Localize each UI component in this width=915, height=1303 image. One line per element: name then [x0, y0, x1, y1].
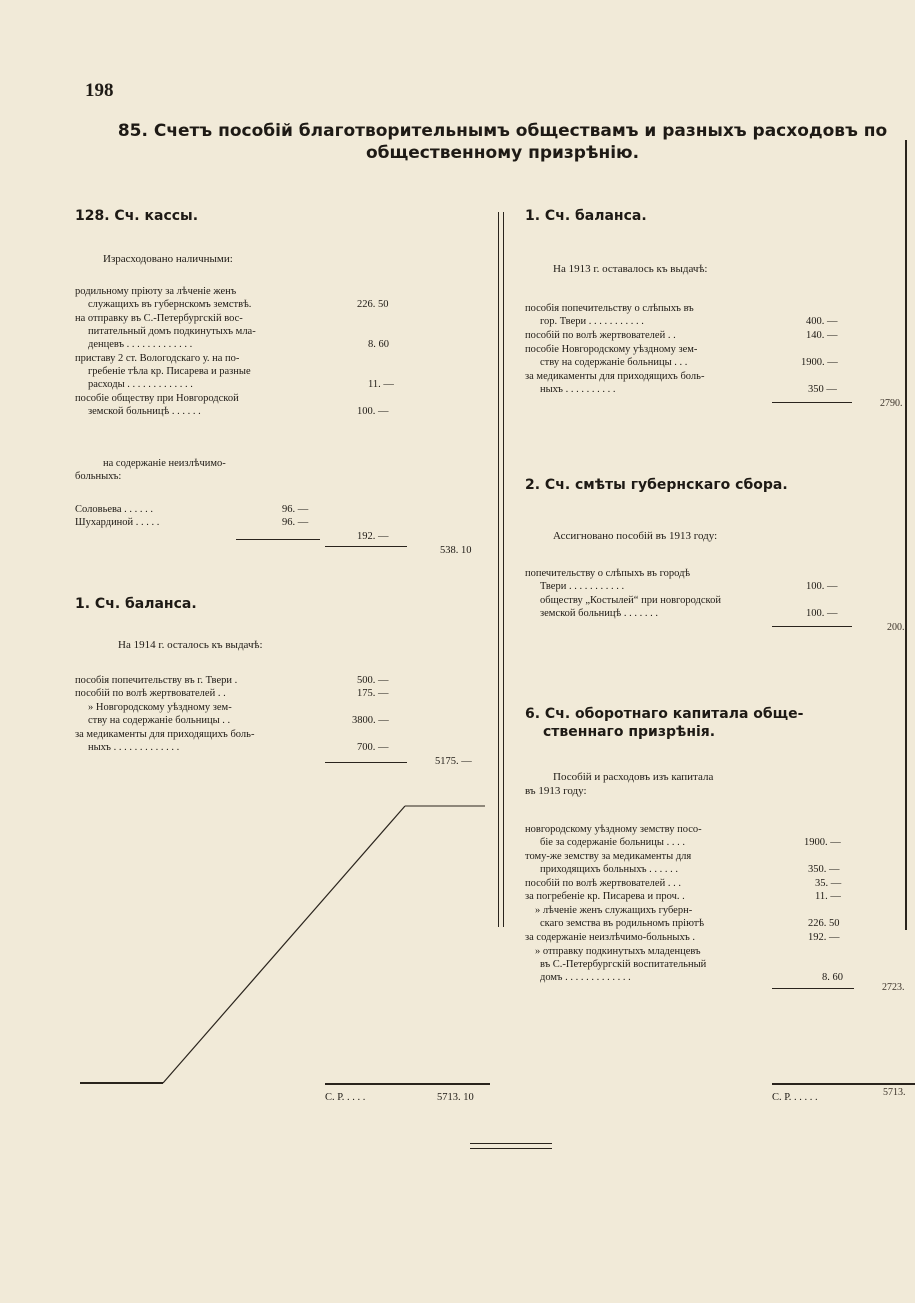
- ledger-line: Соловьева . . . . . .: [75, 504, 153, 515]
- ledger-line: расходы . . . . . . . . . . . . .: [88, 379, 193, 390]
- ledger-subheading: на содержаніе неизлѣчимо-: [103, 458, 226, 469]
- page-number: 198: [85, 80, 114, 101]
- ledger-amount: 400. —: [806, 316, 838, 327]
- ledger-line: гребеніе тѣла кр. Писарева и разные: [88, 366, 251, 377]
- right-section-1-heading: 1. Сч. баланса.: [525, 208, 647, 224]
- section-total-margin: 200.: [887, 622, 905, 633]
- ledger-line: гор. Твери . . . . . . . . . . .: [540, 316, 644, 327]
- right-section-6-subheading-line1: Пособій и расходовъ изъ капитала: [553, 771, 714, 783]
- right-section-1-subheading: На 1913 г. оставалось къ выдачѣ:: [553, 263, 708, 275]
- ledger-line: ныхъ . . . . . . . . . . . . .: [88, 742, 180, 753]
- ledger-amount: 100. —: [806, 608, 838, 619]
- ledger-line: пособій по волѣ жертвователей . .: [525, 330, 676, 341]
- ledger-amount: 226. 50: [357, 299, 389, 310]
- ledger-line: обществу „Костылей“ при новгородской: [540, 595, 721, 606]
- section-total: 5175. —: [435, 756, 472, 767]
- ledger-line: приставу 2 ст. Вологодскаго у. на по-: [75, 353, 240, 364]
- ledger-amount: 100. —: [357, 406, 389, 417]
- left-section-128-heading: 128. Сч. кассы.: [75, 208, 199, 224]
- left-section-128-subheading: Израсходовано наличными:: [103, 253, 233, 265]
- ledger-amount: 96. —: [282, 504, 309, 515]
- ledger-amount: 140. —: [806, 330, 838, 341]
- title-line-1: 85. Счетъ пособій благотворительнымъ обществамъ и разныхъ расходовъ по: [117, 121, 888, 141]
- bottom-double-rule-bottom: [470, 1148, 552, 1149]
- ledger-amount: 100. —: [806, 581, 838, 592]
- right-section-2-heading: 2. Сч. смѣты губернскаго сбора.: [525, 477, 788, 493]
- ledger-line: на отправку въ С.-Петербургскій вос-: [75, 313, 243, 324]
- section-total-rule: [772, 402, 852, 403]
- ledger-line: » Новгородскому уѣздному зем-: [88, 702, 232, 713]
- ledger-line: Шухардиной . . . . .: [75, 517, 160, 528]
- ledger-line: біе за содержаніе больницы . . . .: [540, 837, 685, 848]
- ledger-line: въ С.-Петербургскій воспитательный: [540, 959, 707, 970]
- ledger-amount: 1900. —: [804, 837, 841, 848]
- ledger-line: приходящихъ больныхъ . . . . . .: [540, 864, 679, 875]
- subtotal-amount: 192. —: [357, 531, 389, 542]
- ledger-line: новгородскому уѣздному земству посо-: [525, 824, 702, 835]
- ledger-amount: 96. —: [282, 517, 309, 528]
- ledger-line: » лѣченіе женъ служащихъ губерн-: [535, 905, 693, 916]
- right-section-6-heading-line2: ственнаго призрѣнія.: [543, 724, 716, 740]
- ledger-amount: 3800. —: [352, 715, 389, 726]
- ledger-amount: 700. —: [357, 742, 389, 753]
- ledger-line: ству на содержаніе больницы . .: [88, 715, 231, 726]
- ledger-line: за погребеніе кр. Писарева и проч. .: [525, 891, 685, 902]
- ledger-amount: 350 —: [808, 384, 837, 395]
- right-section-2-subheading: Ассигновано пособій въ 1913 году:: [553, 530, 718, 542]
- right-section-6-subheading-line2: въ 1913 году:: [525, 785, 587, 797]
- ledger-line: попечительству о слѣпыхъ въ городѣ: [525, 568, 691, 579]
- ledger-amount: 175. —: [357, 688, 389, 699]
- section-total-margin: 2790.: [880, 398, 903, 409]
- ledger-line: служащихъ въ губернскомъ земствѣ.: [88, 299, 252, 310]
- ledger-line: пособіе Новгородскому уѣздному зем-: [525, 344, 698, 355]
- ledger-line: за медикаменты для приходящихъ боль-: [75, 729, 255, 740]
- grand-total-value: 5713.: [883, 1087, 906, 1098]
- right-section-6-heading: [525, 705, 803, 741]
- ledger-line: » отправку подкинутыхъ младенцевъ: [535, 946, 701, 957]
- ledger-amount: 350. —: [808, 864, 840, 875]
- ledger-line: пособія попечительству о слѣпыхъ въ: [525, 303, 694, 314]
- grand-total-rule: [772, 1083, 915, 1085]
- ledger-line: скаго земства въ родильномъ пріютѣ: [540, 918, 705, 929]
- section-total-rule: [772, 626, 852, 627]
- ledger-line: питательный домъ подкинутыхъ мла-: [88, 326, 256, 337]
- bottom-double-rule-top: [470, 1143, 552, 1144]
- ledger-amount: 11. —: [368, 379, 394, 390]
- ledger-line: за содержаніе неизлѣчимо-больныхъ .: [525, 932, 695, 943]
- grand-total-rule: [325, 1083, 490, 1085]
- right-section-6-subheading: [525, 770, 713, 798]
- grand-total-label: С. Р. . . . .: [325, 1092, 366, 1103]
- ledger-line: за медикаменты для приходящихъ боль-: [525, 371, 705, 382]
- ledger-line: домъ . . . . . . . . . . . . .: [540, 972, 631, 983]
- section-total-rule: [772, 988, 854, 989]
- ledger-amount: 226. 50: [808, 918, 840, 929]
- ledger-line: пособіе обществу при Новгородской: [75, 393, 239, 404]
- ledger-line: пособія попечительству въ г. Твери .: [75, 675, 238, 686]
- right-section-6-heading-line1: 6. Сч. оборотнаго капитала обще-: [525, 706, 804, 722]
- left-section-1-heading: 1. Сч. баланса.: [75, 596, 197, 612]
- grand-total-label: С. Р. . . . . .: [772, 1092, 818, 1103]
- ledger-amount: 11. —: [815, 891, 841, 902]
- ledger-amount: 192. —: [808, 932, 840, 943]
- ledger-line: пособій по волѣ жертвователей . .: [75, 688, 226, 699]
- title-line-2: общественному призрѣнію.: [365, 143, 640, 163]
- ledger-line: Твери . . . . . . . . . . .: [540, 581, 625, 592]
- ledger-line: земской больницѣ . . . . . . .: [540, 608, 658, 619]
- ledger-line: денцевъ . . . . . . . . . . . . .: [88, 339, 193, 350]
- ledger-line: родильному пріюту за лѣченіе женъ: [75, 286, 237, 297]
- section-total: 538. 10: [440, 545, 472, 556]
- ledger-amount: 8. 60: [368, 339, 389, 350]
- left-section-1-subheading: На 1914 г. осталось къ выдачѣ:: [118, 639, 263, 651]
- ledger-amount: 8. 60: [822, 972, 843, 983]
- ledger-line: тому-же земству за медикаменты для: [525, 851, 692, 862]
- grand-total-value: 5713. 10: [437, 1092, 474, 1103]
- ledger-line: пособій по волѣ жертвователей . . .: [525, 878, 681, 889]
- ledger-line: земской больницѣ . . . . . .: [88, 406, 201, 417]
- ledger-amount: 500. —: [357, 675, 389, 686]
- ledger-line: ныхъ . . . . . . . . . .: [540, 384, 616, 395]
- ledger-line: ству на содержаніе больницы . . .: [540, 357, 688, 368]
- ledger-amount: 1900. —: [801, 357, 838, 368]
- ledger-amount: 35. —: [815, 878, 842, 889]
- section-total-margin: 2723.: [882, 982, 905, 993]
- ledger-subheading: больныхъ:: [75, 471, 122, 482]
